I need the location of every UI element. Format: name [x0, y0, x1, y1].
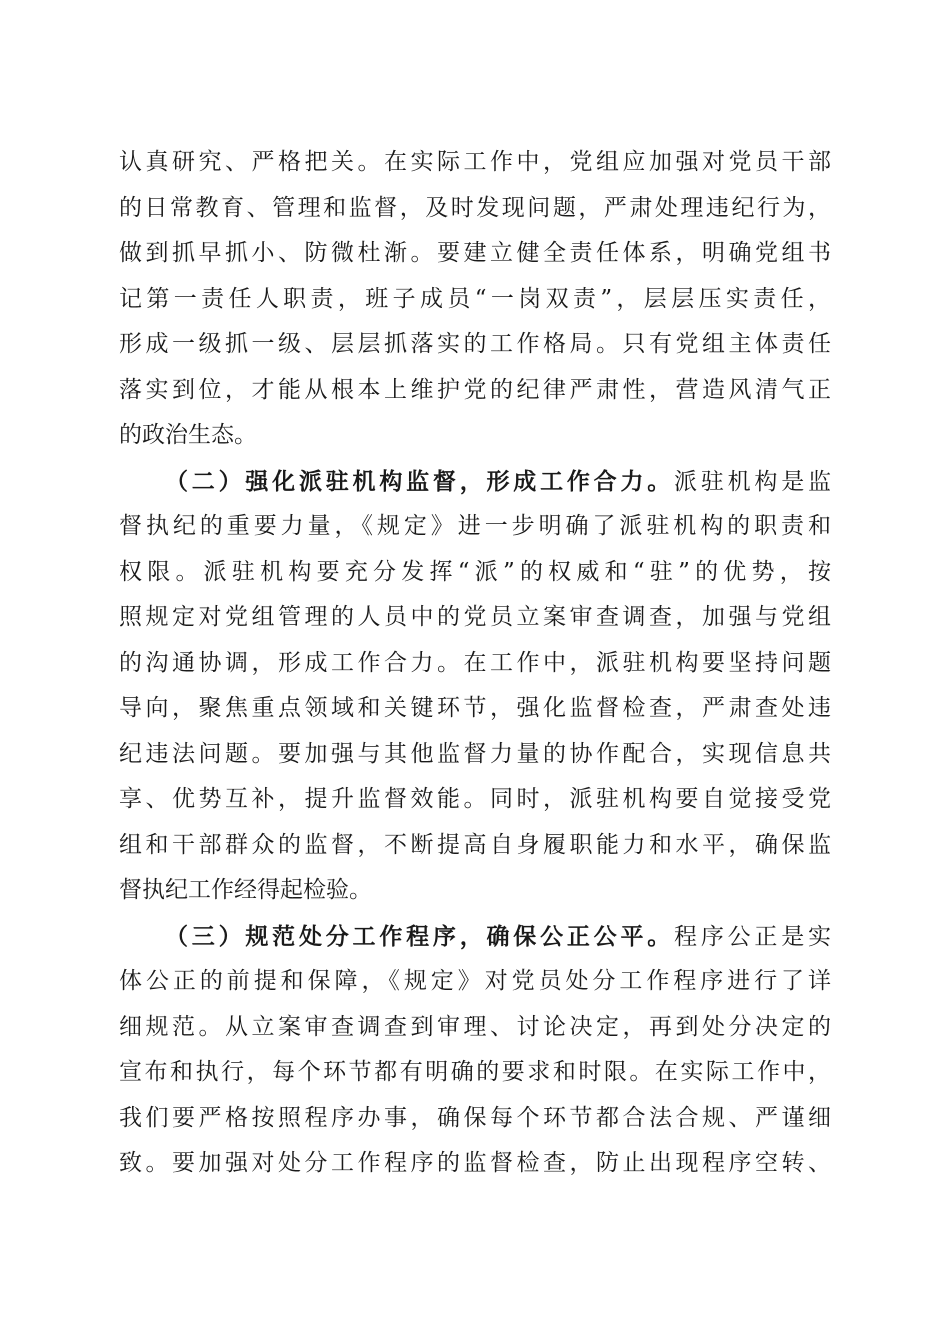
text-line: 宣布和执行，每个环节都有明确的要求和时限。在实际工作中，: [119, 1059, 831, 1085]
text-line: 导向，聚焦重点领域和关键环节，强化监督检查，严肃查处违: [119, 695, 831, 721]
text-line: 纪违法问题。要加强与其他监督力量的协作配合，实现信息共: [119, 740, 831, 767]
section-heading-line: [119, 914, 831, 960]
text-line: 照规定对党组管理的人员中的党员立案审查调查，加强与党组: [119, 604, 831, 630]
text-line: 落实到位，才能从根本上维护党的纪律严肃性，营造风清气正: [119, 376, 831, 403]
text-line: 督执纪工作经得起检验。: [119, 877, 372, 903]
text-line: 组和干部群众的监督，不断提高自身履职能力和水平，确保监: [119, 831, 831, 858]
text-line: 认真研究、严格把关。在实际工作中，党组应加强对党员干部: [119, 149, 831, 175]
section-heading: （三）规范处分工作程序，确保公正公平。: [165, 922, 675, 950]
line-text: 程序公正是实: [674, 923, 832, 950]
text-line: 的日常教育、管理和监督，及时发现问题，严肃处理违纪行为，: [119, 194, 831, 221]
text-line: 体公正的前提和保障，《规定》对党员处分工作程序进行了详: [119, 968, 831, 994]
text-line: 形成一级抓一级、层层抓落实的工作格局。只有党组主体责任: [119, 331, 831, 357]
document-body: [119, 140, 831, 1187]
text-line: 我们要严格按照程序办事，确保每个环节都合法合规、严谨细: [119, 1104, 831, 1131]
text-line: 权限。派驻机构要充分发挥“派”的权威和“驻”的优势，按: [119, 558, 831, 585]
text-line: 享、优势互补，提升监督效能。同时，派驻机构要自觉接受党: [119, 786, 831, 812]
section-heading-line: [119, 459, 831, 505]
text-line: 的政治生态。: [119, 422, 257, 448]
text-line: 记第一责任人职责，班子成员“一岗双责”，层层压实责任，: [119, 285, 831, 312]
text-line: 细规范。从立案审查调查到审理、讨论决定，再到处分决定的: [119, 1013, 831, 1040]
line-text: 派驻机构是监: [674, 468, 832, 495]
text-line: 的沟通协调，形成工作合力。在工作中，派驻机构要坚持问题: [119, 649, 831, 676]
section-heading: （二）强化派驻机构监督，形成工作合力。: [165, 467, 675, 495]
text-line: 督执纪的重要力量，《规定》进一步明确了派驻机构的职责和: [119, 513, 831, 539]
text-line: 致。要加强对处分工作程序的监督检查，防止出现程序空转、: [119, 1150, 831, 1176]
text-line: 做到抓早抓小、防微杜渐。要建立健全责任体系，明确党组书: [119, 240, 831, 266]
